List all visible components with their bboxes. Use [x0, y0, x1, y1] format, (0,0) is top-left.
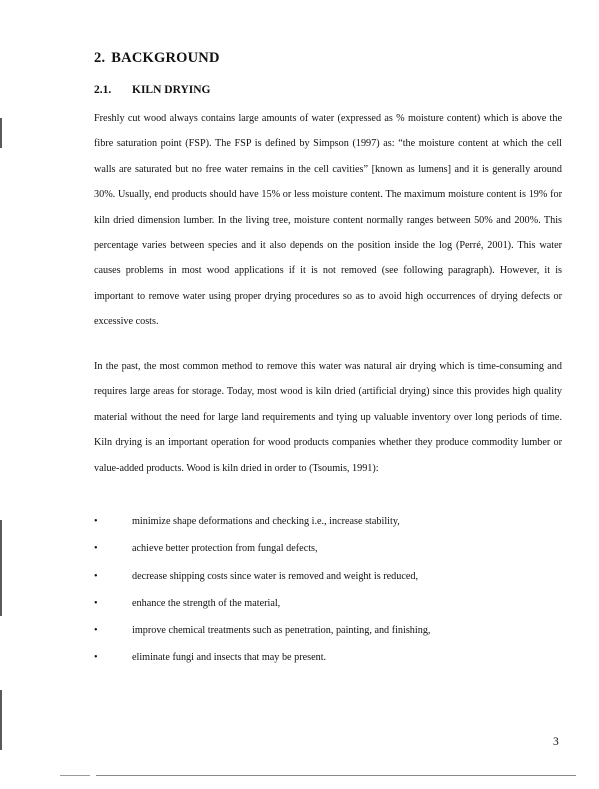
subsection-title: KILN DRYING — [132, 84, 211, 96]
footer-rule — [96, 775, 576, 776]
footer-rule — [60, 775, 90, 776]
list-item — [94, 535, 562, 562]
section-heading — [94, 50, 220, 67]
scan-edge-mark — [0, 520, 2, 616]
bullet-icon: • — [94, 543, 98, 555]
list-item — [94, 563, 562, 590]
bullet-icon: • — [94, 652, 98, 664]
list-item-text: improve chemical treatments such as penetration, painting, and finishing, — [132, 625, 431, 637]
list-item-text: achieve better protection from fungal defects, — [132, 543, 318, 555]
bullet-icon: • — [94, 625, 98, 637]
list-item-text: minimize shape deformations and checking i.e., increase stability, — [132, 516, 400, 527]
body-paragraph: In the past, the most common method to remove this water was natural air drying which is time-consuming and requires large areas for storage. Today, most wood is kiln dried (artificial drying) since this provides high quality material without the need for large land requirements and tying up valuable inventory over long periods of time. Kiln drying is an important operation for wood products companies whether they produce commodity lumber or value-added products. Wood is kiln dried in order to (Tsoumis, 1991): — [94, 361, 562, 474]
list-item — [94, 644, 562, 671]
subsection-heading — [94, 84, 211, 96]
list-item — [94, 590, 562, 617]
page-number: 3 — [553, 736, 559, 748]
bullet-icon: • — [94, 597, 98, 609]
scan-edge-mark — [0, 690, 2, 750]
scan-edge-mark — [0, 118, 2, 148]
bullet-icon: • — [94, 516, 98, 527]
section-number: 2. — [94, 50, 106, 66]
subsection-number: 2.1. — [94, 84, 112, 96]
list-item-text: decrease shipping costs since water is removed and weight is reduced, — [132, 570, 419, 582]
list-item — [94, 508, 562, 535]
body-paragraph: Freshly cut wood always contains large amounts of water (expressed as % moisture content) which is above the fibre saturation point (FSP). The FSP is defined by Simpson (1997) as: “the moisture content at which the cell walls are saturated but no free water remains in the cell cavities” [known as lumens] and it is generally around 30%. Usually, end products should have 15% or less moisture content. The maximum moisture content is 19% for kiln dried dimension lumber. In the living tree, moisture content normally ranges between 50% and 200%. This percentage varies between species and it also depends on the position inside the log (Perré, 2001). This water causes problems in most wood applications if it is not removed (see following paragraph). However, it is important to remove water using proper drying procedures so as to avoid high occurrences of drying defects or excessive costs. — [94, 113, 562, 328]
list-item-text: eliminate fungi and insects that may be present. — [132, 652, 327, 664]
list-item — [94, 617, 562, 644]
list-item-text: enhance the strength of the material, — [132, 597, 281, 609]
bullet-list — [94, 508, 562, 672]
bullet-icon: • — [94, 570, 98, 582]
section-title: BACKGROUND — [111, 50, 220, 66]
